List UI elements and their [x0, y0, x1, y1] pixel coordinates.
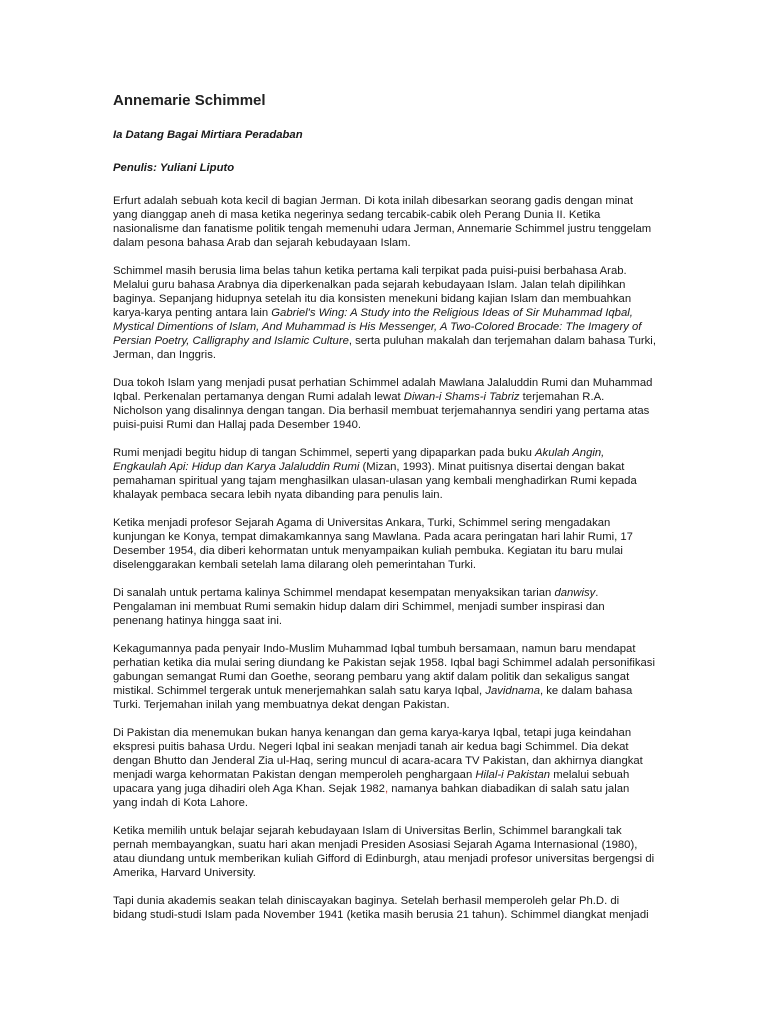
document-subtitle: Ia Datang Bagai Mirtiara Peradaban: [113, 129, 303, 141]
paragraph-text: . Pengalaman ini membuat Rumi semakin hidup dalam diri Schimmel, menjadi sumber inspirasi dan penenang hatinya hingga saat ini.: [113, 587, 605, 627]
body-paragraph: [113, 726, 656, 810]
body-paragraph: [113, 586, 656, 628]
italic-text: Akulah Angin, Engkaulah Api: Hidup dan Karya Jalaluddin Rumi: [113, 447, 605, 473]
paragraph-text: Tapi dunia akademis seakan telah diniscayakan baginya. Setelah berhasil memperoleh gelar Ph.D. di bidang studi-studi Islam pada November 1941 (ketika masih berusia 21 tahun). Schimmel diangkat menjadi: [113, 895, 649, 921]
paragraph-text: terjemahan R.A. Nicholson yang disalinnya dengan tangan. Dia berhasil membuat terjemahannya sendiri yang pertama atas puisi-puisi Rumi dan Hallaj pada Desember 1940.: [113, 391, 650, 431]
paragraph-text: Schimmel masih berusia lima belas tahun ketika pertama kali terpikat pada puisi-puisi berbahasa Arab. Melalui guru bahasa Arabnya dia diperkenalkan pada sejarah kebudayaan Islam. Jalan telah dipilihkan baginya. Sepanjang hidupnya setelah itu dia konsisten menekuni bidang kajian Islam dan membuahkan karya-karya penting antara lain: [113, 265, 632, 319]
italic-text: danwisy: [554, 587, 596, 599]
paragraph-text: Kekagumannya pada penyair Indo-Muslim Muhammad Iqbal tumbuh bersamaan, namun baru mendapat perhatian ketika dia mulai sering diundang ke Pakistan sejak 1958. Iqbal bagi Schimmel adalah personifikasi gabungan semangat Rumi dan Goethe, seorang pembaru yang aktif dalam politik dan sekaligus sangat mistikal. Schimmel tergerak untuk menerjemahkan salah satu karya Iqbal,: [113, 643, 655, 697]
italic-text: Javidnama: [485, 685, 540, 697]
paragraph-text: Rumi menjadi begitu hidup di tangan Schimmel, seperti yang dipaparkan pada buku: [113, 447, 536, 459]
italic-text: Gabriel's Wing: A Study into the Religious Ideas of Sir Muhammad Iqbal, Mystical Dimentions of Islam, And Muhammad is His Messenger, A Two-Colored Brocade: The Imagery of Persian Poetry, Calligraphy and Islamic Culture: [113, 307, 642, 347]
document-body: [113, 194, 656, 922]
italic-text: Hilal-i Pakistan: [475, 769, 551, 781]
paragraph-text: Erfurt adalah sebuah kota kecil di bagian Jerman. Di kota inilah dibesarkan seorang gadis dengan minat yang dianggap aneh di masa ketika negerinya sedang tercabik-cabik oleh Perang Dunia II. Ketika nasionalisme dan fanatisme politik tengah memenuhi udara Jerman, Annemarie Schimmel justru tenggelam dalam pesona bahasa Arab dan sejarah kebudayaan Islam.: [113, 195, 652, 249]
body-paragraph: [113, 516, 656, 572]
paragraph-text: ,: [384, 783, 389, 795]
body-paragraph: [113, 446, 656, 502]
body-paragraph: [113, 264, 656, 362]
paragraph-text: Ketika menjadi profesor Sejarah Agama di Universitas Ankara, Turki, Schimmel sering mengadakan kunjungan ke Konya, tempat dimakamkannya sang Mawlana. Pada acara peringatan hari lahir Rumi, 17 Desember 1954, dia diberi kehormatan untuk menyampaikan kuliah pembuka. Kegiatan itu baru mulai diselenggarakan kembali setelah lama dilarang oleh pemerintahan Turki.: [113, 517, 633, 571]
document-author: Penulis: Yuliani Liputo: [113, 162, 235, 174]
paragraph-text: Di sanalah untuk pertama kalinya Schimmel mendapat kesempatan menyaksikan tarian: [113, 587, 555, 599]
paragraph-text: (Mizan, 1993). Minat puitisnya disertai dengan bakat pemahaman spiritual yang tajam menghasilkan ulasan-ulasan yang kembali menghadirkan Rumi kepada khalayak pembaca secara lebih nyata dibanding para penulis lain.: [113, 461, 637, 501]
paragraph-text: , ke dalam bahasa Turki. Terjemahan inilah yang membuatnya dekat dengan Pakistan.: [113, 685, 633, 711]
paragraph-text: , serta puluhan makalah dan terjemahan dalam bahasa Turki, Jerman, dan Inggris.: [113, 335, 656, 361]
paragraph-text: Dua tokoh Islam yang menjadi pusat perhatian Schimmel adalah Mawlana Jalaluddin Rumi dan Muhammad Iqbal. Perkenalan pertamanya dengan Rumi adalah lewat: [113, 377, 653, 403]
paragraph-text: namanya bahkan diabadikan di salah satu jalan yang indah di Kota Lahore.: [113, 783, 630, 809]
paragraph-text: Ketika memilih untuk belajar sejarah kebudayaan Islam di Universitas Berlin, Schimmel barangkali tak pernah membayangkan, suatu hari akan menjadi Presiden Asosiasi Sejarah Agama Internasional (1980), atau diundang untuk memberikan kuliah Gifford di Edinburgh, atau menjadi profesor universitas bergengsi di Amerika, Harvard University.: [113, 825, 655, 879]
body-paragraph: [113, 194, 656, 250]
paragraph-text: Di Pakistan dia menemukan bukan hanya kenangan dan gema karya-karya Iqbal, tetapi juga keindahan ekspresi puitis bahasa Urdu. Negeri Iqbal ini seakan menjadi tanah air kedua bagi Schimmel. Dia dekat dengan Bhutto dan Jenderal Zia ul-Haq, sering muncul di acara-acara TV Pakistan, dan akhirnya diangkat menjadi warga kehormatan Pakistan dengan memperoleh penghargaan: [113, 727, 643, 781]
body-paragraph: [113, 642, 656, 712]
document-title: Annemarie Schimmel: [113, 92, 266, 109]
paragraph-text: melalui sebuah upacara yang juga dihadiri oleh Aga Khan. Sejak 1982: [113, 769, 630, 795]
body-paragraph: [113, 376, 656, 432]
italic-text: Diwan-i Shams-i Tabriz: [403, 391, 520, 403]
body-paragraph: [113, 824, 656, 880]
body-paragraph: [113, 894, 656, 922]
